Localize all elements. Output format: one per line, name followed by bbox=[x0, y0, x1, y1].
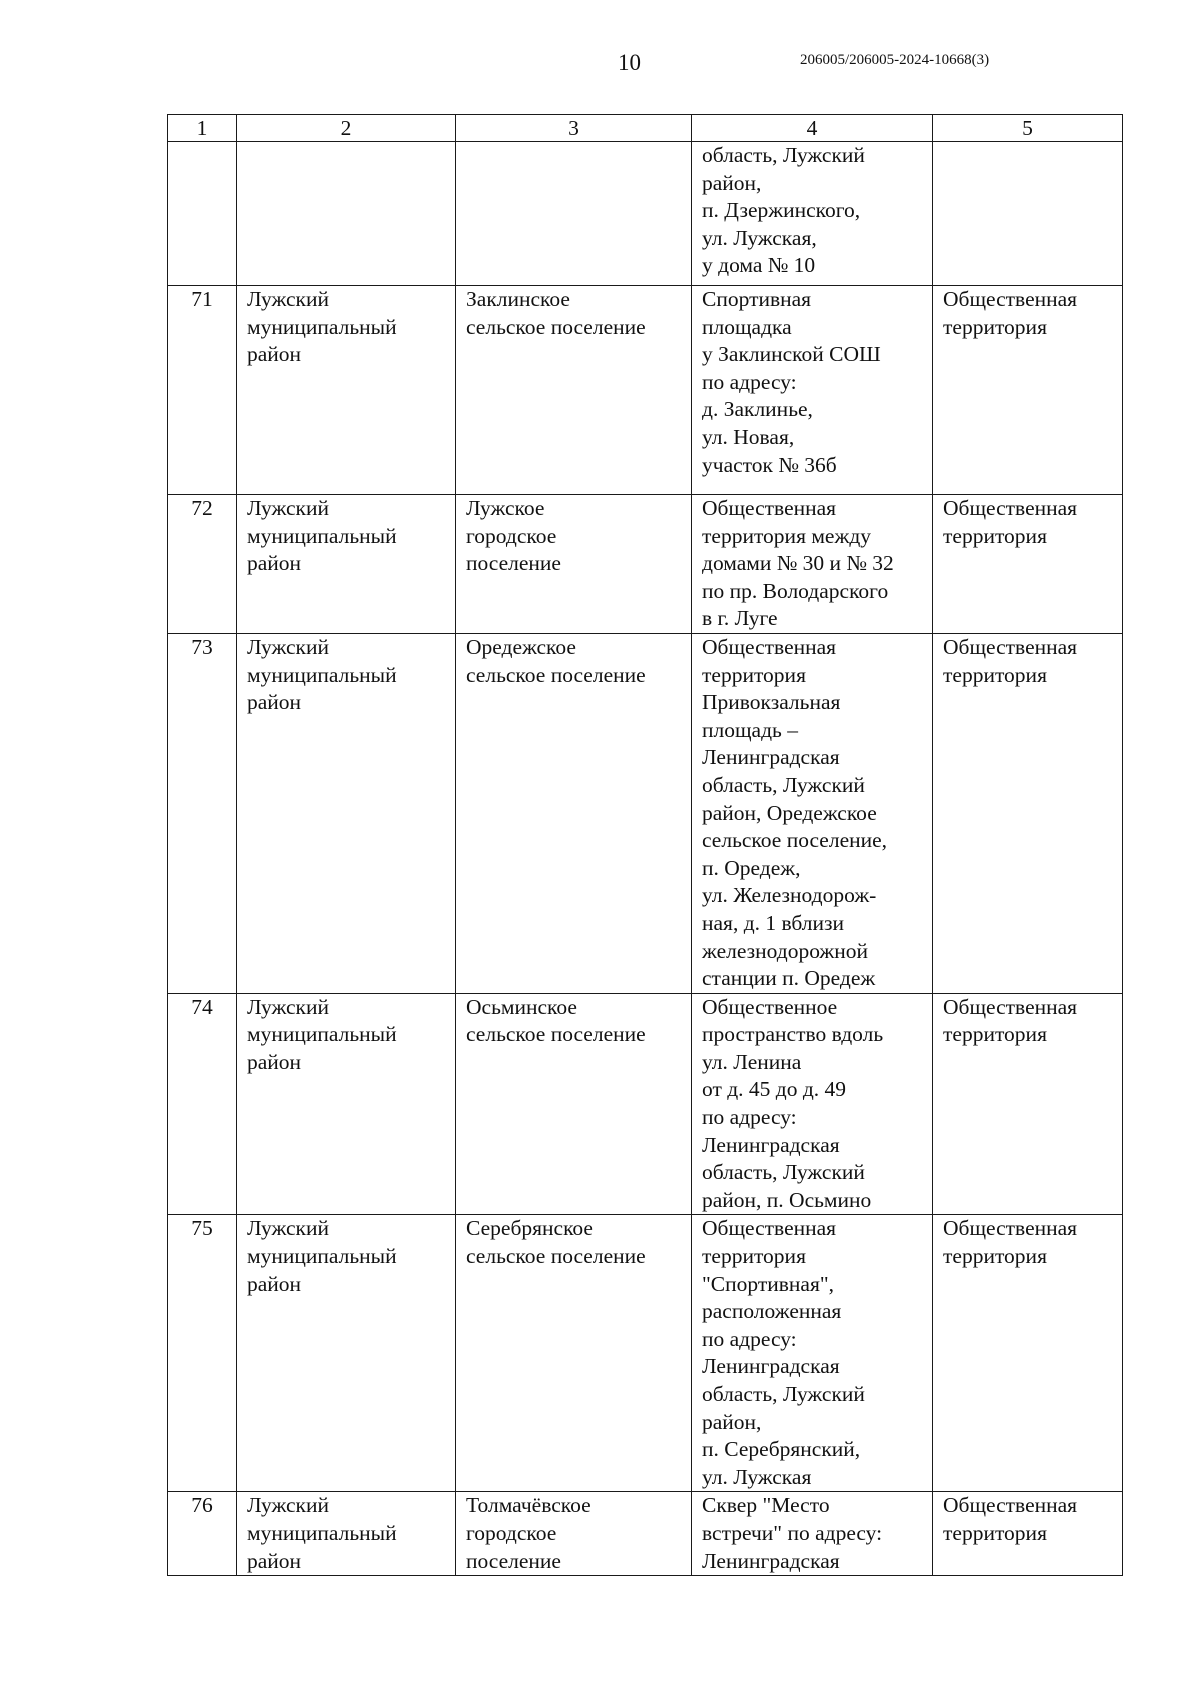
cell-line: Общественная bbox=[943, 634, 1078, 659]
cell-line: Лужское bbox=[466, 496, 545, 520]
cell-line: Толмачёвское bbox=[466, 1493, 591, 1518]
cell-line: муниципальный bbox=[247, 1244, 397, 1269]
cell-line: Привокзальная bbox=[702, 690, 841, 715]
address-cell bbox=[692, 142, 933, 286]
cell-line: городское bbox=[466, 523, 557, 548]
cell-line: район bbox=[247, 690, 302, 715]
cell-line: у дома № 10 bbox=[702, 253, 816, 278]
cell-line: Ленинградская bbox=[702, 1354, 840, 1379]
cell-line: муниципальный bbox=[247, 523, 397, 548]
cell-line: Спортивная bbox=[702, 287, 812, 311]
cell-line: площадка bbox=[702, 314, 792, 339]
cell-line: район, bbox=[702, 1409, 762, 1434]
row-number-cell: 72 bbox=[168, 495, 237, 634]
cell-line: по адресу: bbox=[702, 1326, 797, 1351]
cell-line: ул. Ленина bbox=[702, 1049, 802, 1074]
cell-line: муниципальный bbox=[247, 1520, 397, 1545]
cell-line: Общественная bbox=[702, 496, 837, 520]
cell-line: пространство вдоль bbox=[702, 1022, 884, 1047]
cell-line: домами № 30 и № 32 bbox=[702, 551, 894, 576]
cell-line: у Заклинской СОШ bbox=[702, 342, 881, 367]
cell-line: область, Лужский bbox=[702, 1382, 865, 1406]
cell-line: ная, д. 1 вблизи bbox=[702, 910, 845, 935]
address-cell bbox=[692, 1215, 933, 1492]
cell-line: территория bbox=[943, 1022, 1047, 1047]
territory-type-cell bbox=[933, 495, 1123, 634]
cell-line: участок № 36б bbox=[702, 452, 837, 477]
cell-line: д. Заклинье, bbox=[702, 397, 813, 422]
table-row bbox=[168, 993, 1123, 1215]
territory-type-cell bbox=[933, 633, 1123, 993]
cell-line: Осьминское bbox=[466, 994, 577, 1019]
cell-line: расположенная bbox=[702, 1299, 842, 1324]
column-header: 5 bbox=[933, 115, 1123, 142]
cell-line: Лужский bbox=[247, 634, 329, 659]
cell-line: ул. Новая, bbox=[702, 424, 795, 449]
row-number-cell: 71 bbox=[168, 286, 237, 495]
table-row bbox=[168, 286, 1123, 495]
settlement-cell bbox=[456, 495, 692, 634]
cell-line: Общественное bbox=[702, 994, 838, 1019]
cell-line: Лужский bbox=[247, 1216, 329, 1241]
cell-line: от д. 45 до д. 49 bbox=[702, 1077, 847, 1102]
cell-line: п. Оредеж, bbox=[702, 855, 801, 880]
cell-line: Лужский bbox=[247, 496, 329, 520]
cell-line: Общественная bbox=[943, 287, 1078, 311]
address-cell bbox=[692, 495, 933, 634]
district-cell bbox=[237, 1492, 456, 1576]
table-row bbox=[168, 1215, 1123, 1492]
cell-line: сельское поселение bbox=[466, 314, 646, 339]
settlement-cell bbox=[456, 1492, 692, 1576]
cell-line: Общественная bbox=[702, 634, 837, 659]
cell-line: сельское поселение bbox=[466, 1244, 646, 1269]
column-header: 1 bbox=[168, 115, 237, 142]
page-number: 10 bbox=[618, 50, 641, 75]
cell-line: п. Дзержинского, bbox=[702, 198, 861, 223]
cell-line: территория bbox=[943, 662, 1047, 687]
row-number-cell bbox=[168, 142, 237, 286]
address-cell bbox=[692, 286, 933, 495]
settlement-cell bbox=[456, 993, 692, 1215]
cell-line: сельское поселение, bbox=[702, 828, 888, 853]
address-cell bbox=[692, 633, 933, 993]
cell-line: встречи" по адресу: bbox=[702, 1520, 883, 1545]
cell-line: территория bbox=[702, 1244, 806, 1269]
cell-line: Общественная bbox=[943, 1216, 1078, 1241]
cell-line: по пр. Володарского bbox=[702, 578, 889, 603]
settlement-cell bbox=[456, 633, 692, 993]
cell-line: Сквер "Место bbox=[702, 1493, 830, 1518]
territory-type-cell bbox=[933, 142, 1123, 286]
column-header: 3 bbox=[456, 115, 692, 142]
row-number-cell: 73 bbox=[168, 633, 237, 993]
table-row bbox=[168, 1492, 1123, 1576]
settlement-cell bbox=[456, 286, 692, 495]
row-number-cell: 74 bbox=[168, 993, 237, 1215]
cell-line: территория bbox=[943, 1244, 1047, 1269]
cell-line: область, Лужский bbox=[702, 1160, 865, 1185]
cell-line: Серебрянское bbox=[466, 1216, 593, 1241]
cell-line: район bbox=[247, 1271, 302, 1296]
cell-line: район bbox=[247, 1548, 302, 1573]
row-number-cell: 75 bbox=[168, 1215, 237, 1492]
territory-type-cell bbox=[933, 1215, 1123, 1492]
cell-line: сельское поселение bbox=[466, 662, 646, 687]
document-id: 206005/206005-2024-10668(3) bbox=[800, 52, 990, 68]
cell-line: Лужский bbox=[247, 1493, 329, 1518]
cell-line: область, Лужский bbox=[702, 143, 865, 167]
settlement-cell bbox=[456, 1215, 692, 1492]
cell-line: площадь – bbox=[702, 717, 798, 742]
cell-line: Ленинградская bbox=[702, 1132, 840, 1157]
row-number-cell: 76 bbox=[168, 1492, 237, 1576]
cell-line: территория bbox=[702, 662, 806, 687]
cell-line: ул. Лужская bbox=[702, 1464, 812, 1489]
table-row bbox=[168, 495, 1123, 634]
cell-line: Общественная bbox=[943, 1493, 1078, 1518]
cell-line: ул. Железнодорож- bbox=[702, 883, 877, 908]
cell-line: Ленинградская bbox=[702, 745, 840, 770]
table-header-row bbox=[168, 115, 1123, 142]
table-row bbox=[168, 142, 1123, 286]
address-cell bbox=[692, 1492, 933, 1576]
cell-line: Лужский bbox=[247, 994, 329, 1019]
cell-line: территория bbox=[943, 523, 1047, 548]
cell-line: муниципальный bbox=[247, 662, 397, 687]
cell-line: поселение bbox=[466, 1548, 561, 1573]
column-header: 2 bbox=[237, 115, 456, 142]
cell-line: ул. Лужская, bbox=[702, 225, 817, 250]
settlement-cell bbox=[456, 142, 692, 286]
cell-line: Общественная bbox=[943, 496, 1078, 520]
cell-line: по адресу: bbox=[702, 369, 797, 394]
cell-line: станции п. Оредеж bbox=[702, 966, 876, 991]
cell-line: район bbox=[247, 551, 302, 576]
cell-line: железнодорожной bbox=[702, 938, 869, 963]
cell-line: район bbox=[247, 342, 302, 367]
table-row bbox=[168, 633, 1123, 993]
address-cell bbox=[692, 993, 933, 1215]
cell-line: сельское поселение bbox=[466, 1022, 646, 1047]
territory-type-cell bbox=[933, 1492, 1123, 1576]
district-cell bbox=[237, 142, 456, 286]
cell-line: Оредежское bbox=[466, 634, 576, 659]
cell-line: "Спортивная", bbox=[702, 1271, 834, 1296]
cell-line: городское bbox=[466, 1520, 557, 1545]
cell-line: поселение bbox=[466, 551, 561, 576]
district-cell bbox=[237, 1215, 456, 1492]
registry-table bbox=[167, 114, 1123, 1576]
district-cell bbox=[237, 495, 456, 634]
cell-line: район bbox=[247, 1049, 302, 1074]
cell-line: Лужский bbox=[247, 287, 329, 311]
cell-line: район, Оредежское bbox=[702, 800, 877, 825]
cell-line: муниципальный bbox=[247, 1022, 397, 1047]
cell-line: район, bbox=[702, 170, 762, 195]
column-header: 4 bbox=[692, 115, 933, 142]
cell-line: район, п. Осьмино bbox=[702, 1187, 872, 1212]
territory-type-cell bbox=[933, 993, 1123, 1215]
cell-line: Заклинское bbox=[466, 287, 570, 311]
cell-line: территория между bbox=[702, 523, 872, 548]
cell-line: территория bbox=[943, 314, 1047, 339]
cell-line: Ленинградская bbox=[702, 1548, 840, 1573]
cell-line: в г. Луге bbox=[702, 606, 778, 631]
cell-line: Общественная bbox=[702, 1216, 837, 1241]
territory-type-cell bbox=[933, 286, 1123, 495]
cell-line: п. Серебрянский, bbox=[702, 1437, 861, 1462]
cell-line: по адресу: bbox=[702, 1105, 797, 1130]
cell-line: территория bbox=[943, 1520, 1047, 1545]
district-cell bbox=[237, 993, 456, 1215]
cell-line: область, Лужский bbox=[702, 772, 865, 797]
district-cell bbox=[237, 286, 456, 495]
cell-line: муниципальный bbox=[247, 314, 397, 339]
cell-line: Общественная bbox=[943, 994, 1078, 1019]
district-cell bbox=[237, 633, 456, 993]
